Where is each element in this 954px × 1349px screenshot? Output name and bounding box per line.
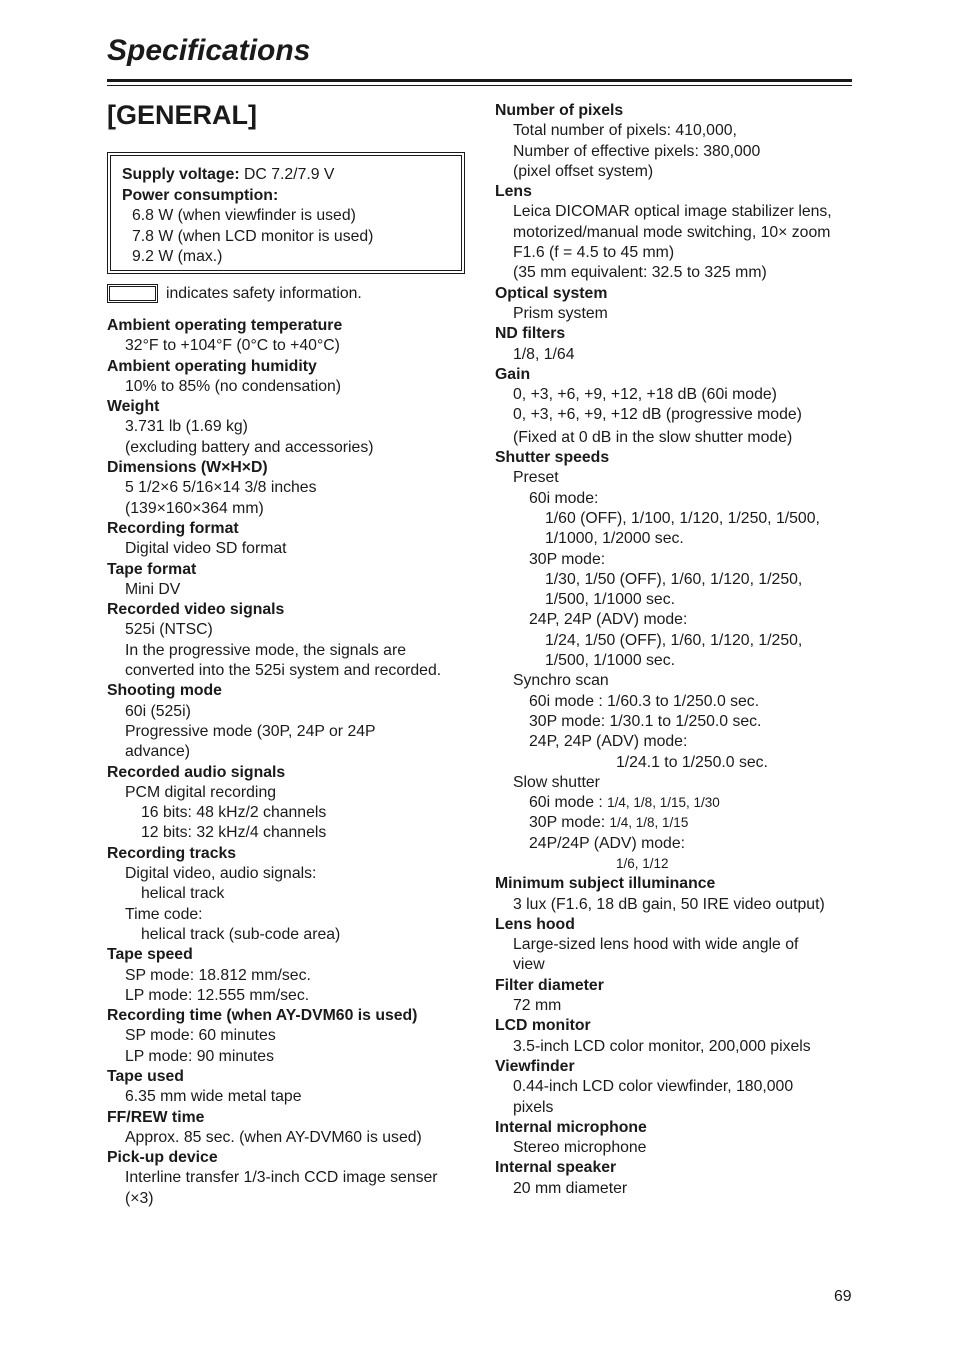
- spec-value: 72 mm: [513, 997, 562, 1015]
- spec-value: Time code:: [125, 905, 203, 923]
- spec-value: advance): [125, 743, 190, 761]
- spec-value: SP mode: 18.812 mm/sec.: [125, 966, 311, 984]
- spec-value: 0, +3, +6, +9, +12 dB (progressive mode): [513, 406, 802, 424]
- spec-value: 60i (525i): [125, 702, 191, 720]
- spec-label: ND filters: [495, 325, 566, 343]
- spec-value: In the progressive mode, the signals are: [125, 641, 406, 659]
- spec-label: Shooting mode: [107, 682, 222, 700]
- spec-value: 5 1/2×6 5/16×14 3/8 inches: [125, 479, 317, 497]
- supply-voltage-value: DC 7.2/7.9 V: [239, 166, 335, 183]
- spec-value: 1/24, 1/50 (OFF), 1/60, 1/120, 1/250,: [545, 631, 803, 649]
- spec-label: Tape speed: [107, 946, 193, 964]
- spec-label: Recording tracks: [107, 844, 237, 862]
- spec-label: Shutter speeds: [495, 449, 610, 467]
- spec-label: Filter diameter: [495, 976, 604, 994]
- title-rule-thin: [107, 85, 852, 86]
- spec-value: Total number of pixels: 410,000,: [513, 122, 737, 140]
- spec-label: Recording time (when AY-DVM60 is used): [107, 1007, 418, 1025]
- spec-value: 32°F to +104°F (0°C to +40°C): [125, 337, 340, 355]
- spec-label: LCD monitor: [495, 1017, 591, 1035]
- spec-value: 24P, 24P (ADV) mode:: [529, 733, 688, 751]
- spec-label: Ambient operating humidity: [107, 357, 317, 375]
- spec-value: 1/30, 1/50 (OFF), 1/60, 1/120, 1/250,: [545, 570, 803, 588]
- spec-value: 60i mode:: [529, 489, 599, 507]
- spec-label: Lens: [495, 183, 532, 201]
- spec-value: 1/60 (OFF), 1/100, 1/120, 1/250, 1/500,: [545, 509, 820, 527]
- spec-value: LP mode: 90 minutes: [125, 1047, 274, 1065]
- spec-value: (×3): [125, 1189, 154, 1207]
- spec-label: Internal microphone: [495, 1118, 647, 1136]
- spec-value: Prism system: [513, 304, 608, 322]
- spec-value: helical track: [141, 885, 225, 903]
- safety-box-symbol: [107, 284, 158, 303]
- spec-value: 1/24.1 to 1/250.0 sec.: [616, 753, 768, 771]
- spec-value: 6.35 mm wide metal tape: [125, 1088, 302, 1106]
- spec-value: 1/8, 1/64: [513, 345, 575, 363]
- spec-value: 12 bits: 32 kHz/4 channels: [141, 824, 327, 842]
- right-spec-column: [495, 101, 832, 1199]
- spec-value: Leica DICOMAR optical image stabilizer lens,: [513, 203, 832, 221]
- power-line: 6.8 W (when viewfinder is used): [132, 207, 356, 224]
- spec-value: (excluding battery and accessories): [125, 438, 374, 456]
- spec-value: (35 mm equivalent: 32.5 to 325 mm): [513, 264, 767, 282]
- spec-value: SP mode: 60 minutes: [125, 1027, 276, 1045]
- spec-value: 16 bits: 48 kHz/2 channels: [141, 804, 327, 822]
- spec-value: Large-sized lens hood with wide angle of: [513, 936, 799, 954]
- spec-label: Number of pixels: [495, 102, 624, 119]
- power-line: 7.8 W (when LCD monitor is used): [132, 227, 374, 245]
- spec-value: 1/6, 1/12: [616, 855, 669, 871]
- spec-label: Viewfinder: [495, 1057, 575, 1075]
- spec-value: Number of effective pixels: 380,000: [513, 142, 761, 160]
- spec-label: FF/REW time: [107, 1108, 205, 1126]
- safety-legend-text: indicates safety information.: [166, 284, 362, 302]
- spec-value: 3 lux (F1.6, 18 dB gain, 50 IRE video output): [513, 895, 825, 913]
- spec-label: Tape format: [107, 560, 197, 578]
- spec-value: 1/1000, 1/2000 sec.: [545, 530, 684, 548]
- spec-value: converted into the 525i system and recorded.: [125, 662, 442, 680]
- spec-label: Minimum subject illuminance: [495, 875, 716, 893]
- spec-label: Ambient operating temperature: [107, 317, 343, 334]
- spec-value: 30P mode: 1/4, 1/8, 1/15: [529, 814, 689, 832]
- spec-label: Tape used: [107, 1067, 184, 1085]
- spec-value: Slow shutter: [513, 773, 600, 791]
- spec-value: 3.731 lb (1.69 kg): [125, 418, 248, 436]
- spec-label: Weight: [107, 398, 160, 416]
- spec-label: Internal speaker: [495, 1159, 617, 1177]
- safety-info-box: [107, 152, 465, 274]
- page-title: Specifications: [107, 34, 311, 67]
- spec-value: F1.6 (f = 4.5 to 45 mm): [513, 244, 675, 262]
- spec-value: Preset: [513, 469, 559, 487]
- spec-value: 0, +3, +6, +9, +12, +18 dB (60i mode): [513, 386, 777, 404]
- spec-value: (Fixed at 0 dB in the slow shutter mode): [513, 428, 793, 446]
- spec-value: LP mode: 12.555 mm/sec.: [125, 986, 310, 1004]
- spec-value: motorized/manual mode switching, 10× zoom: [513, 223, 831, 241]
- spec-value: helical track (sub-code area): [141, 925, 341, 943]
- spec-value: 60i mode : 1/4, 1/8, 1/15, 1/30: [529, 794, 720, 812]
- spec-value: 0.44-inch LCD color viewfinder, 180,000: [513, 1078, 794, 1096]
- spec-label: Optical system: [495, 284, 608, 302]
- title-rule-thick: [107, 79, 852, 82]
- spec-value: 3.5-inch LCD color monitor, 200,000 pixels: [513, 1037, 811, 1055]
- spec-label: Recorded audio signals: [107, 763, 286, 781]
- spec-value: 20 mm diameter: [513, 1179, 628, 1197]
- spec-value: Progressive mode (30P, 24P or 24P: [125, 722, 376, 740]
- spec-value: Digital video, audio signals:: [125, 865, 317, 883]
- spec-value: (139×160×364 mm): [125, 499, 264, 517]
- spec-value: Approx. 85 sec. (when AY-DVM60 is used): [125, 1128, 422, 1146]
- power-consumption-label: Power consumption:: [122, 186, 279, 204]
- spec-value: view: [513, 956, 545, 974]
- spec-label: Lens hood: [495, 915, 575, 933]
- spec-value: Stereo microphone: [513, 1139, 647, 1157]
- spec-value: pixels: [513, 1098, 554, 1116]
- spec-value: Synchro scan: [513, 672, 609, 690]
- power-line: 9.2 W (max.): [132, 248, 223, 265]
- spec-label: Recorded video signals: [107, 601, 285, 619]
- spec-value: 24P/24P (ADV) mode:: [529, 834, 686, 852]
- spec-value: 30P mode:: [529, 550, 606, 568]
- spec-value: 525i (NTSC): [125, 621, 213, 639]
- spec-label: Dimensions (W×H×D): [107, 459, 268, 477]
- spec-value: Digital video SD format: [125, 540, 287, 558]
- spec-value: Mini DV: [125, 580, 181, 598]
- spec-value: 30P mode: 1/30.1 to 1/250.0 sec.: [529, 712, 762, 730]
- supply-voltage-label: Supply voltage:: [122, 166, 240, 183]
- spec-label: Recording format: [107, 519, 239, 537]
- safety-legend: [107, 284, 362, 303]
- spec-value: PCM digital recording: [125, 783, 277, 801]
- spec-value: (pixel offset system): [513, 162, 654, 180]
- spec-label: Pick-up device: [107, 1149, 218, 1167]
- spec-value: 60i mode : 1/60.3 to 1/250.0 sec.: [529, 692, 760, 710]
- spec-value: Interline transfer 1/3-inch CCD image senser: [125, 1169, 438, 1187]
- spec-value: 10% to 85% (no condensation): [125, 377, 342, 395]
- spec-label: Gain: [495, 365, 531, 383]
- page-number: 69: [834, 1288, 852, 1305]
- left-spec-column: [107, 316, 441, 1209]
- section-heading: [GENERAL]: [107, 100, 257, 130]
- spec-value: 24P, 24P (ADV) mode:: [529, 611, 688, 629]
- spec-value: 1/500, 1/1000 sec.: [545, 591, 675, 609]
- spec-value: 1/500, 1/1000 sec.: [545, 652, 675, 670]
